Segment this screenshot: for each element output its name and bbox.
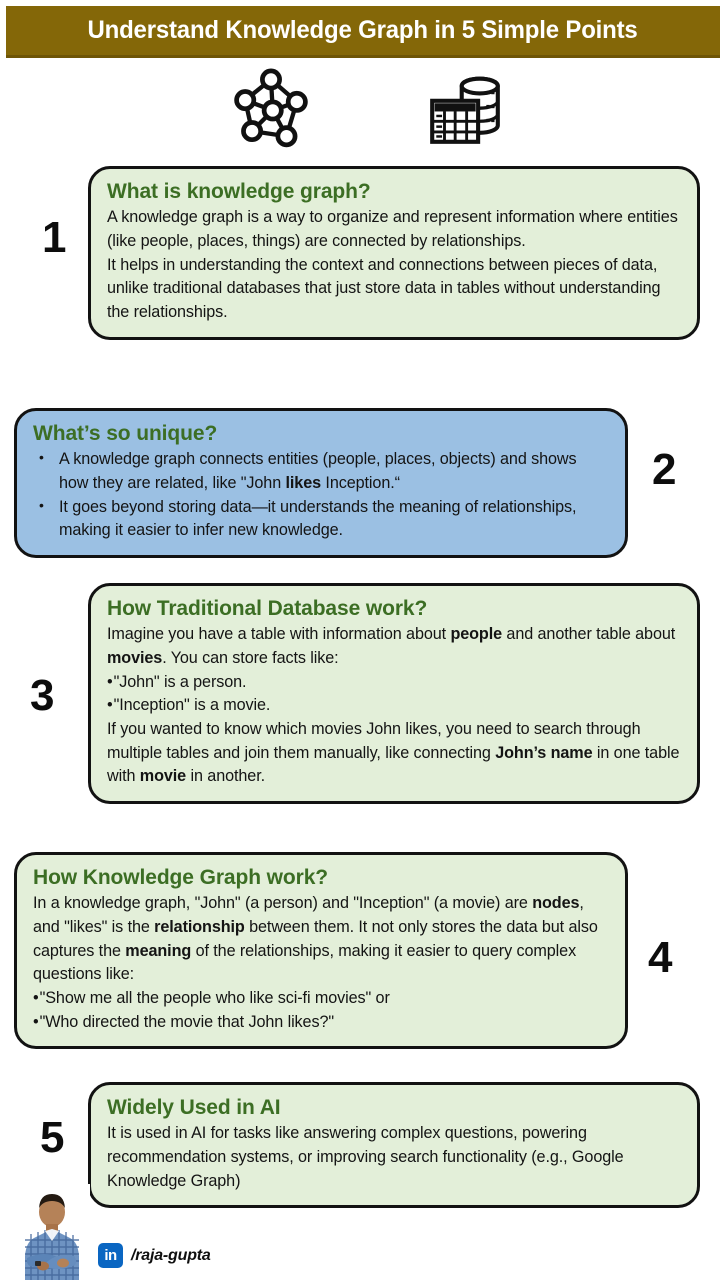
card-2-bullet-list: [33, 448, 609, 543]
point-number-1: 1: [42, 213, 67, 262]
card-3-line-1: Imagine you have a table with information about people and another table about movies. You can store facts like:: [107, 625, 676, 667]
card-3-line-3: • "Inception" is a movie.: [107, 694, 681, 718]
page-header: [6, 6, 720, 58]
card-4-line-2: • "Show me all the people who like sci-fi movies" or: [33, 987, 609, 1011]
author-photo: [14, 1184, 90, 1280]
card-5-body: [107, 1122, 681, 1193]
card-5-heading: Widely Used in AI: [107, 1096, 281, 1119]
card-4-line-1: In a knowledge graph, "John" (a person) and "Inception" (a movie) are nodes, and "likes" is the relationship between them. It not only stores the data but also captures the meaning of the relationships, making it easier to query complex questions like:: [33, 894, 598, 984]
card-3-line-2: • "John" is a person.: [107, 671, 681, 695]
linkedin-icon[interactable]: [98, 1243, 123, 1268]
linkedin-icon-label: in: [104, 1247, 117, 1264]
card-2-bullet-1: • A knowledge graph connects entities (people, places, objects) and shows how they are related, like "John likes Inception.“: [33, 448, 609, 495]
point-card-4: [14, 852, 628, 1049]
card-4-line-3: • "Who directed the movie that John likes?": [33, 1011, 609, 1035]
card-3-heading: How Traditional Database work?: [107, 597, 428, 620]
linkedin-badge[interactable]: [98, 1243, 211, 1268]
card-4-heading: How Knowledge Graph work?: [33, 866, 329, 889]
database-table-icon: [424, 68, 506, 155]
point-number-2: 2: [652, 445, 677, 494]
card-1-paragraph-1: A knowledge graph is a way to organize and represent information where entities (like people, places, things) are connected by relationships.: [107, 208, 678, 250]
header-icon-row: [0, 62, 720, 154]
card-1-body: [107, 206, 681, 324]
point-number-3: 3: [30, 671, 55, 720]
card-3-body: [107, 623, 681, 789]
knowledge-graph-icon: [228, 64, 314, 155]
point-card-2: [14, 408, 628, 558]
point-number-4: 4: [648, 933, 673, 982]
point-number-5: 5: [40, 1113, 65, 1162]
point-card-3: [88, 583, 700, 804]
card-1-paragraph-2: It helps in understanding the context and connections between pieces of data, unlike traditional databases that just store data in tables without understanding the relationships.: [107, 255, 661, 321]
card-4-body: [33, 892, 609, 1034]
card-2-bullet-2: • It goes beyond storing data—it understands the meaning of relationships, making it easier to infer new knowledge.: [33, 496, 609, 543]
linkedin-handle[interactable]: /raja-gupta: [131, 1246, 211, 1264]
point-card-1: [88, 166, 700, 340]
card-2-heading: What’s so unique?: [33, 422, 218, 445]
card-2-body: [33, 448, 609, 543]
card-3-line-4: If you wanted to know which movies John likes, you need to search through multiple tables and join them manually, like connecting John’s name in one table with movie in another.: [107, 719, 680, 786]
page-title: Understand Knowledge Graph in 5 Simple Points: [87, 16, 639, 44]
card-5-paragraph-1: It is used in AI for tasks like answering complex questions, powering recommendation systems, or improving search functionality (e.g., Google Knowledge Graph): [107, 1124, 624, 1190]
point-card-5: [88, 1082, 700, 1208]
card-1-heading: What is knowledge graph?: [107, 180, 371, 203]
